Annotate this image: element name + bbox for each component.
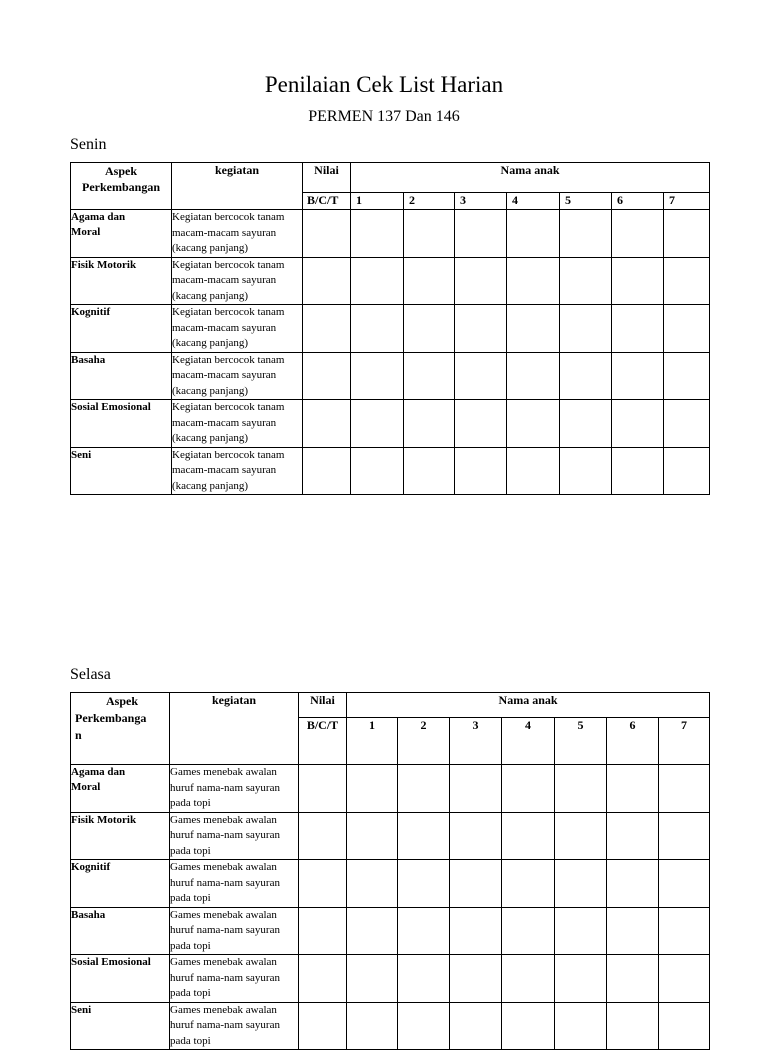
child-score-cell[interactable]	[507, 305, 560, 353]
child-score-cell[interactable]	[664, 210, 710, 258]
child-score-cell[interactable]	[502, 860, 555, 908]
day-label-senin: Senin	[70, 136, 107, 153]
table-row	[71, 955, 710, 1003]
child-score-cell[interactable]	[664, 447, 710, 495]
table-row	[71, 305, 710, 353]
aspek-cell: Seni	[71, 447, 172, 495]
child-score-cell[interactable]	[560, 210, 612, 258]
header-nilai: Nilai	[299, 693, 347, 718]
aspek-cell: Sosial Emosional	[71, 955, 170, 1003]
header-bct: B/C/T	[299, 718, 347, 765]
child-score-cell[interactable]	[455, 352, 507, 400]
child-score-cell[interactable]	[607, 765, 659, 813]
child-score-cell[interactable]	[612, 400, 664, 448]
aspek-cell: Kognitif	[71, 860, 170, 908]
child-score-cell[interactable]	[607, 1002, 659, 1050]
child-score-cell[interactable]	[450, 765, 502, 813]
child-score-cell[interactable]	[404, 352, 455, 400]
header-nama-anak: Nama anak	[351, 163, 710, 193]
child-score-cell[interactable]	[404, 257, 455, 305]
kegiatan-cell: Kegiatan bercocok tanam macam-macam sayuran (kacang panjang)	[172, 257, 303, 305]
child-score-cell[interactable]	[404, 305, 455, 353]
child-score-cell[interactable]	[560, 447, 612, 495]
child-score-cell[interactable]	[560, 352, 612, 400]
nilai-cell[interactable]	[303, 352, 351, 400]
header-aspek: Aspek Perkembanga n	[71, 693, 170, 765]
child-score-cell[interactable]	[664, 257, 710, 305]
header-child-number: 5	[560, 193, 612, 210]
child-score-cell[interactable]	[659, 765, 710, 813]
child-score-cell[interactable]	[450, 860, 502, 908]
kegiatan-cell: Games menebak awalan huruf nama-nam sayuran pada topi	[170, 860, 299, 908]
header-child-number: 7	[659, 718, 710, 765]
table-row	[71, 257, 710, 305]
child-score-cell[interactable]	[502, 765, 555, 813]
child-score-cell[interactable]	[560, 400, 612, 448]
child-score-cell[interactable]	[351, 210, 404, 258]
table-row	[71, 400, 710, 448]
nilai-cell[interactable]	[299, 812, 347, 860]
table-row	[71, 812, 710, 860]
aspek-cell: Sosial Emosional	[71, 400, 172, 448]
child-score-cell[interactable]	[502, 907, 555, 955]
child-score-cell[interactable]	[455, 447, 507, 495]
nilai-cell[interactable]	[303, 400, 351, 448]
child-score-cell[interactable]	[450, 1002, 502, 1050]
aspek-cell: Kognitif	[71, 305, 172, 353]
header-child-number: 3	[450, 718, 502, 765]
child-score-cell[interactable]	[450, 907, 502, 955]
aspek-cell: Agama dan Moral	[71, 765, 170, 813]
nilai-cell[interactable]	[299, 907, 347, 955]
child-score-cell[interactable]	[560, 257, 612, 305]
kegiatan-cell: Games menebak awalan huruf nama-nam sayuran pada topi	[170, 812, 299, 860]
kegiatan-cell: Kegiatan bercocok tanam macam-macam sayuran (kacang panjang)	[172, 352, 303, 400]
header-child-number: 5	[555, 718, 607, 765]
header-child-number: 1	[347, 718, 398, 765]
kegiatan-cell: Kegiatan bercocok tanam macam-macam sayuran (kacang panjang)	[172, 210, 303, 258]
child-score-cell[interactable]	[664, 352, 710, 400]
header-bct: B/C/T	[303, 193, 351, 210]
child-score-cell[interactable]	[664, 305, 710, 353]
child-score-cell[interactable]	[502, 1002, 555, 1050]
child-score-cell[interactable]	[450, 812, 502, 860]
checklist-table-senin	[70, 162, 710, 495]
header-child-number: 2	[398, 718, 450, 765]
child-score-cell[interactable]	[347, 907, 398, 955]
aspek-cell: Basaha	[71, 352, 172, 400]
child-score-cell[interactable]	[455, 257, 507, 305]
child-score-cell[interactable]	[404, 447, 455, 495]
nilai-cell[interactable]	[299, 860, 347, 908]
page-subtitle: PERMEN 137 Dan 146	[308, 108, 460, 125]
child-score-cell[interactable]	[347, 1002, 398, 1050]
child-score-cell[interactable]	[347, 955, 398, 1003]
kegiatan-cell: Kegiatan bercocok tanam macam-macam sayuran (kacang panjang)	[172, 447, 303, 495]
nilai-cell[interactable]	[303, 210, 351, 258]
header-child-number: 6	[607, 718, 659, 765]
child-score-cell[interactable]	[507, 352, 560, 400]
child-score-cell[interactable]	[502, 955, 555, 1003]
child-score-cell[interactable]	[612, 257, 664, 305]
child-score-cell[interactable]	[612, 305, 664, 353]
child-score-cell[interactable]	[560, 305, 612, 353]
child-score-cell[interactable]	[555, 1002, 607, 1050]
child-score-cell[interactable]	[347, 812, 398, 860]
child-score-cell[interactable]	[351, 447, 404, 495]
child-score-cell[interactable]	[555, 765, 607, 813]
child-score-cell[interactable]	[455, 210, 507, 258]
table-row	[71, 1002, 710, 1050]
kegiatan-cell: Kegiatan bercocok tanam macam-macam sayuran (kacang panjang)	[172, 305, 303, 353]
aspek-cell: Agama dan Moral	[71, 210, 172, 258]
header-child-number: 7	[664, 193, 710, 210]
table-row	[71, 447, 710, 495]
child-score-cell[interactable]	[351, 257, 404, 305]
child-score-cell[interactable]	[659, 907, 710, 955]
aspek-cell: Seni	[71, 1002, 170, 1050]
kegiatan-cell: Games menebak awalan huruf nama-nam sayuran pada topi	[170, 1002, 299, 1050]
aspek-cell: Basaha	[71, 907, 170, 955]
header-child-number: 3	[455, 193, 507, 210]
child-score-cell[interactable]	[398, 907, 450, 955]
child-score-cell[interactable]	[612, 352, 664, 400]
table-row	[71, 765, 710, 813]
child-score-cell[interactable]	[659, 860, 710, 908]
child-score-cell[interactable]	[398, 1002, 450, 1050]
table-row	[71, 860, 710, 908]
child-score-cell[interactable]	[398, 860, 450, 908]
child-score-cell[interactable]	[507, 400, 560, 448]
kegiatan-cell: Games menebak awalan huruf nama-nam sayuran pada topi	[170, 907, 299, 955]
child-score-cell[interactable]	[659, 955, 710, 1003]
child-score-cell[interactable]	[502, 812, 555, 860]
child-score-cell[interactable]	[398, 812, 450, 860]
child-score-cell[interactable]	[607, 907, 659, 955]
child-score-cell[interactable]	[404, 400, 455, 448]
nilai-cell[interactable]	[303, 305, 351, 353]
child-score-cell[interactable]	[351, 305, 404, 353]
header-nama-anak: Nama anak	[347, 693, 710, 718]
kegiatan-cell: Games menebak awalan huruf nama-nam sayuran pada topi	[170, 955, 299, 1003]
header-child-number: 4	[502, 718, 555, 765]
child-score-cell[interactable]	[555, 860, 607, 908]
page-title: Penilaian Cek List Harian	[264, 72, 504, 97]
child-score-cell[interactable]	[607, 812, 659, 860]
checklist-table-selasa	[70, 692, 710, 1050]
nilai-cell[interactable]	[299, 955, 347, 1003]
aspek-cell: Fisik Motorik	[71, 257, 172, 305]
child-score-cell[interactable]	[507, 447, 560, 495]
child-score-cell[interactable]	[507, 257, 560, 305]
child-score-cell[interactable]	[555, 955, 607, 1003]
header-kegiatan: kegiatan	[170, 693, 299, 765]
child-score-cell[interactable]	[612, 210, 664, 258]
child-score-cell[interactable]	[555, 907, 607, 955]
child-score-cell[interactable]	[607, 860, 659, 908]
child-score-cell[interactable]	[404, 210, 455, 258]
nilai-cell[interactable]	[303, 447, 351, 495]
kegiatan-cell: Kegiatan bercocok tanam macam-macam sayuran (kacang panjang)	[172, 400, 303, 448]
child-score-cell[interactable]	[612, 447, 664, 495]
nilai-cell[interactable]	[303, 257, 351, 305]
child-score-cell[interactable]	[351, 400, 404, 448]
child-score-cell[interactable]	[455, 305, 507, 353]
child-score-cell[interactable]	[351, 352, 404, 400]
aspek-cell: Fisik Motorik	[71, 812, 170, 860]
child-score-cell[interactable]	[450, 955, 502, 1003]
child-score-cell[interactable]	[398, 765, 450, 813]
table-row	[71, 907, 710, 955]
header-child-number: 1	[351, 193, 404, 210]
child-score-cell[interactable]	[398, 955, 450, 1003]
nilai-cell[interactable]	[299, 1002, 347, 1050]
header-kegiatan: kegiatan	[172, 163, 303, 210]
header-child-number: 2	[404, 193, 455, 210]
day-label-selasa: Selasa	[70, 666, 111, 683]
nilai-cell[interactable]	[299, 765, 347, 813]
kegiatan-cell: Games menebak awalan huruf nama-nam sayuran pada topi	[170, 765, 299, 813]
header-child-number: 6	[612, 193, 664, 210]
child-score-cell[interactable]	[607, 955, 659, 1003]
child-score-cell[interactable]	[347, 860, 398, 908]
table-row	[71, 210, 710, 258]
header-aspek: Aspek Perkembangan	[71, 163, 172, 210]
child-score-cell[interactable]	[659, 1002, 710, 1050]
child-score-cell[interactable]	[455, 400, 507, 448]
header-nilai: Nilai	[303, 163, 351, 193]
child-score-cell[interactable]	[347, 765, 398, 813]
child-score-cell[interactable]	[555, 812, 607, 860]
header-child-number: 4	[507, 193, 560, 210]
child-score-cell[interactable]	[507, 210, 560, 258]
table-row	[71, 352, 710, 400]
child-score-cell[interactable]	[664, 400, 710, 448]
child-score-cell[interactable]	[659, 812, 710, 860]
